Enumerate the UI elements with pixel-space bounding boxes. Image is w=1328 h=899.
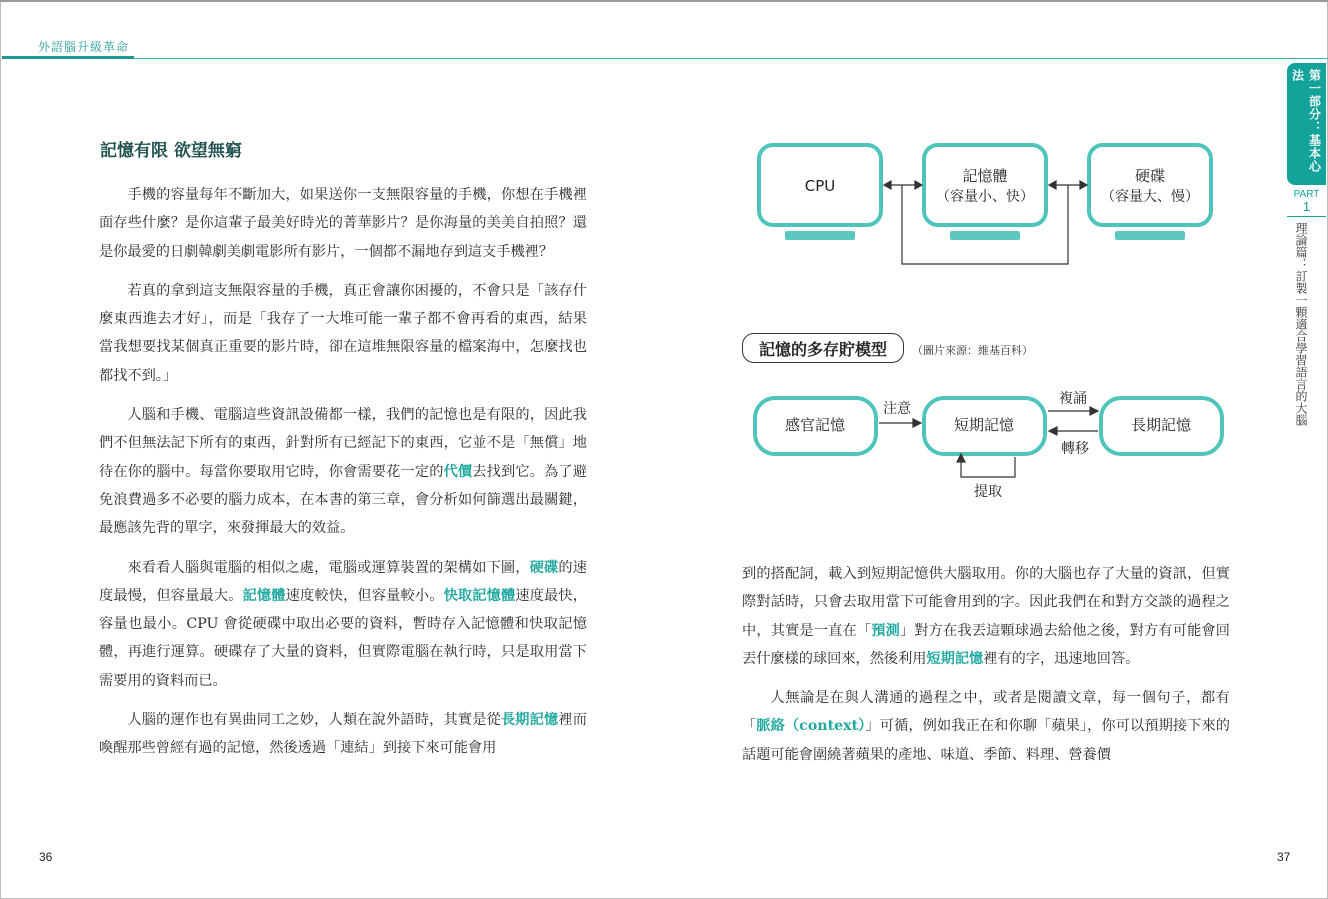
- text-run: 的速度最慢，但容量最大。: [99, 559, 587, 604]
- cpu-label: CPU: [804, 177, 836, 195]
- right-paragraph: [742, 560, 1230, 673]
- highlighted-term: 預測: [871, 622, 900, 639]
- highlighted-term: 硬碟: [529, 559, 559, 576]
- text-run: 人腦的運作也有異曲同工之妙，人類在說外語時，其實是從: [127, 712, 501, 729]
- text-run: 到的搭配詞，載入到短期記憶供大腦取用。你的大腦也存了大量的資訊，但實際對話時，只會去取用當下可能會用到的字。因此我們在和對方交談的過程之中，其實是一直在「: [742, 566, 1230, 639]
- part-label: [1287, 189, 1326, 214]
- highlighted-term: 記憶體: [242, 587, 286, 604]
- retrieval-label: 提取: [974, 484, 1002, 500]
- memory-sublabel: （容量小、快）: [936, 189, 1034, 205]
- highlighted-term: 短期記憶: [926, 650, 984, 667]
- section-title: 記憶有限 欲望無窮: [100, 141, 242, 161]
- text-run: 」可循，例如我正在和你聊「蘋果」，你可以預期接下來的話題可能會圍繞著蘋果的產地、味道、季節、料理、營養價: [742, 718, 1230, 763]
- text-run: 若真的拿到這支無限容量的手機，真正會讓你困擾的，不會只是「該存什麼東西進去才好」，而是「我存了一大堆可能一輩子都不會再看的東西，結果當我想要找某個真正重要的影片時，卻在這堆無限容量的檔案海中，怎麼找也都找不到。」: [99, 282, 587, 384]
- disk-label: 硬碟: [1134, 167, 1166, 185]
- computer-architecture-diagram: [740, 135, 1230, 275]
- text-run: 速度較快，但容量較小。: [285, 587, 444, 604]
- highlighted-term: 脈絡（context）: [756, 718, 866, 735]
- short-term-memory-label: 短期記憶: [953, 416, 1015, 434]
- image-source-caption: （圖片來源：維基百科）: [912, 344, 1033, 357]
- cpu-box: [759, 145, 881, 240]
- chapter-tab-text: 理論篇：訂製一顆適合學習語言的大腦: [1294, 222, 1308, 426]
- attention-label: 注意: [883, 401, 911, 417]
- part-number: 1: [1302, 199, 1311, 214]
- memory-label: 記憶體: [962, 167, 1008, 185]
- page-number-left: 36: [39, 850, 53, 864]
- multi-store-memory-diagram: [745, 385, 1235, 505]
- text-run: 人無論是在與人溝通的過程之中，或者是閱讀文章，每一個句子，都有「: [742, 690, 1230, 735]
- left-paragraph: [99, 277, 587, 390]
- left-paragraph: [99, 181, 587, 266]
- highlighted-term: 代價: [443, 463, 473, 480]
- right-page-body: [742, 560, 1230, 780]
- text-run: 手機的容量每年不斷加大，如果送你一支無限容量的手機，你想在手機裡面存些什麼？是你這輩子最美好時光的菁華影片？是你海量的美美自拍照？還是你最愛的日劇韓劇美劇電影所有影片，一個都不漏地存到這支手機裡？: [99, 187, 587, 260]
- sensory-memory-label: 感官記憶: [784, 416, 846, 434]
- text-run: 裡而喚醒那些曾經有過的記憶，然後透過「連結」到接下來可能會用: [99, 712, 587, 757]
- text-run: 裡有的字，迅速地回答。: [983, 650, 1140, 667]
- left-paragraph: [99, 554, 587, 695]
- part-rule: [1287, 216, 1326, 217]
- header-rule: [2, 58, 1328, 59]
- left-paragraph: [99, 401, 587, 542]
- left-paragraph: [99, 706, 587, 763]
- text-run: 速度最快，容量也最小。CPU 會從硬碟中取出必要的資料，暫時存入記憶體和快取記憶體，再進行運算。硬碟存了大量的資料，但實際電腦在執行時，只是取用當下需要用的資料而已。: [99, 587, 587, 689]
- rehearsal-label: 複誦: [1059, 391, 1087, 407]
- part-text: PART: [1293, 189, 1320, 200]
- memory-box: [924, 145, 1046, 240]
- text-run: 」對方在我丟這顆球過去給他之後，對方有可能會回丟什麼樣的球回來，然後利用: [742, 622, 1230, 667]
- disk-box: [1089, 145, 1211, 240]
- section-tab: 第一部分：基本心法: [1287, 63, 1326, 185]
- highlighted-term: 快取記憶體: [443, 587, 516, 604]
- book-title: 外語腦升級革命: [38, 40, 130, 54]
- memory-model-title: 記憶的多存貯模型: [742, 333, 904, 363]
- disk-sublabel: （容量大、慢）: [1101, 189, 1199, 205]
- text-run: 來看看人腦與電腦的相似之處，電腦或運算裝置的架構如下圖，: [127, 559, 530, 576]
- text-run: 去找到它。為了避免浪費過多不必要的腦力成本，在本書的第三章，會分析如何篩選出最關鍵，最應該先背的單字，來發揮最大的效益。: [99, 463, 587, 537]
- right-paragraph: [742, 684, 1230, 769]
- book-title-underline: [2, 56, 134, 59]
- transfer-label: 轉移: [1061, 441, 1089, 457]
- long-term-memory-label: 長期記憶: [1130, 416, 1192, 434]
- page-number-right: 37: [1277, 850, 1291, 864]
- text-run: 人腦和手機、電腦這些資訊設備都一樣，我們的記憶也是有限的，因此我們不但無法記下所有的東西，針對所有已經記下的東西，它並不是「無償」地待在你的腦中。每當你要取用它時，你會需要花一定的: [99, 407, 587, 480]
- top-border: [0, 0, 1328, 2]
- left-page-body: [99, 181, 587, 774]
- highlighted-term: 長期記憶: [500, 712, 559, 729]
